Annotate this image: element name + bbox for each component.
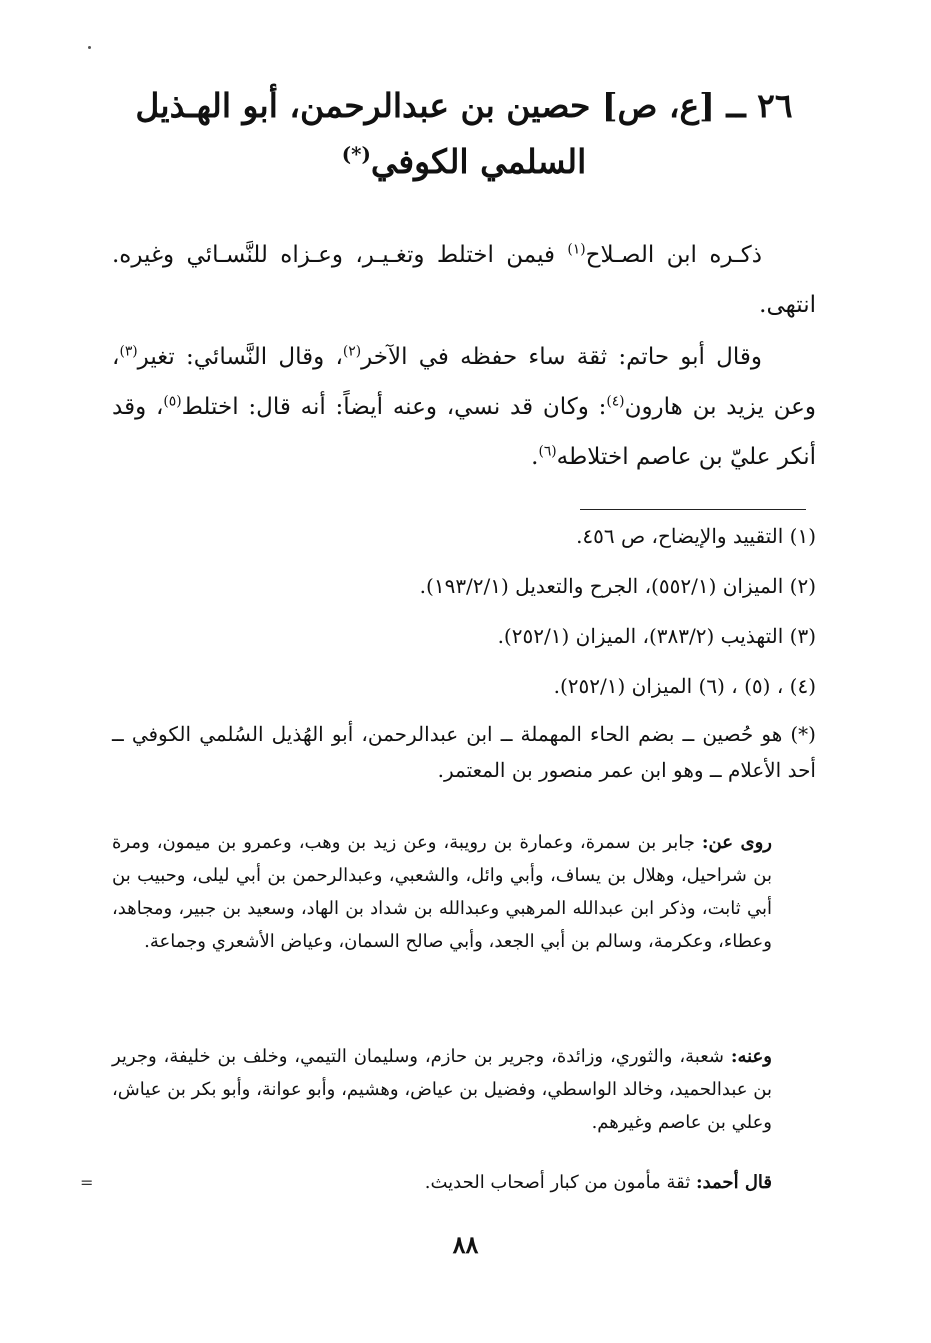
footnotes (112, 516, 816, 788)
page-number: ٨٨ (452, 1230, 479, 1259)
margin-mark: = (80, 1173, 94, 1192)
ahmad-lead: قال أحمد: (695, 1172, 772, 1193)
footnote-ref-6: (٦) (538, 443, 557, 460)
footnote-4-6: (٤) ، (٥) ، (٦) الميزان (٢٥٢/١). (553, 674, 816, 698)
biography-ahmad (112, 1166, 772, 1199)
paragraph-text: : وكان قد نسي، وعنه أيضاً: أنه قال: اختلط (181, 394, 607, 420)
students-lead: وعنه: (730, 1046, 772, 1067)
entry-title-marker: (*) (341, 142, 371, 166)
footnote-3: (٣) التهذيب (٣٨٣/٢)، الميزان (٢٥٢/١). (497, 624, 816, 648)
paragraph-text: ، وعن يزيد بن هارون (112, 344, 816, 420)
footnote-divider (580, 509, 806, 510)
paragraph-text: ، وقال النَّسائي: تغير (137, 344, 343, 370)
biography-narrated-from (112, 826, 772, 958)
footnote-2: (٢) الميزان (٥٥٢/١)، الجرح والتعديل (١٩٣/٢/١). (419, 574, 816, 598)
footnote-ref-5: (٥) (163, 393, 182, 410)
footnote-ref-3: (٣) (119, 343, 138, 360)
entry-title-line2 (112, 134, 816, 190)
paragraph-ibn-salah (112, 230, 816, 330)
footnote-ref-1: (١) (567, 241, 586, 258)
footnote-ref-2: (٢) (342, 343, 362, 360)
paragraph-text: وقال أبو حاتم: ثقة ساء حفظه في الآخر (361, 344, 762, 370)
entry-title-name: السلمي الكوفي (370, 142, 587, 181)
ahmad-text: ثقة مأمون من كبار أصحاب الحديث. (424, 1172, 696, 1193)
paragraph-text: ، وقد أنكر عليّ بن عاصم اختلاطه (112, 394, 816, 470)
students-text: شعبة، والثوري، وزائدة، وجرير بن حازم، وسليمان التيمي، وخلف بن خليفة، وجرير بن عبدالحميد، وخالد الواسطي، وفضيل بن عياض، وهشيم، وأبو عوانة، وأبو بكر بن عياش، وعلي بن عاصم وغيرهم. (112, 1046, 772, 1133)
paragraph-text: ذكـره ابن الصـلاح (585, 242, 762, 268)
footnote-1: (١) التقييد والإيضاح، ص ٤٥٦. (576, 524, 816, 548)
paragraph-text: فيمن اختلط وتغـيـر، وعـزاه للنَّسـائي وغيره. انتهى. (112, 242, 816, 318)
footnote-star: (*) هو حُصين ــ بضم الحاء المهملة ــ ابن عبدالرحمن، أبو الهُذيل السُلمي الكوفي ــ أحد الأعلام ــ وهو ابن عمر منصور بن المعتمر. (112, 722, 816, 782)
scan-speck (88, 46, 91, 49)
paragraph-abu-hatim (112, 332, 816, 482)
entry-title-line1: ٢٦ ــ [ع، ص] حصين بن عبدالرحمن، أبو الهـذيل (135, 86, 793, 125)
narrated-lead: روى عن: (701, 832, 772, 853)
footnote-ref-4: (٤) (606, 393, 625, 410)
paragraph-text: . (531, 444, 539, 470)
entry-heading (112, 78, 816, 190)
biography-students (112, 1040, 772, 1139)
narrated-text: جابر بن سمرة، وعمارة بن رويبة، وعن زيد بن وهب، وعمرو بن ميمون، ومرة بن شراحيل، وهلال بن يساف، وأبي وائل، والشعبي، وعبدالرحمن بن أبي ليلى، وحبيب بن أبي ثابت، وذكر ابن عبدالله المرهبي وعبدالله بن شداد بن الهاد، وسعيد بن جبير، ومجاهد، وعطاء، وعكرمة، وسالم بن أبي الجعد، وأبي صالح السمان، وعياض الأشعري وجماعة. (112, 832, 772, 952)
